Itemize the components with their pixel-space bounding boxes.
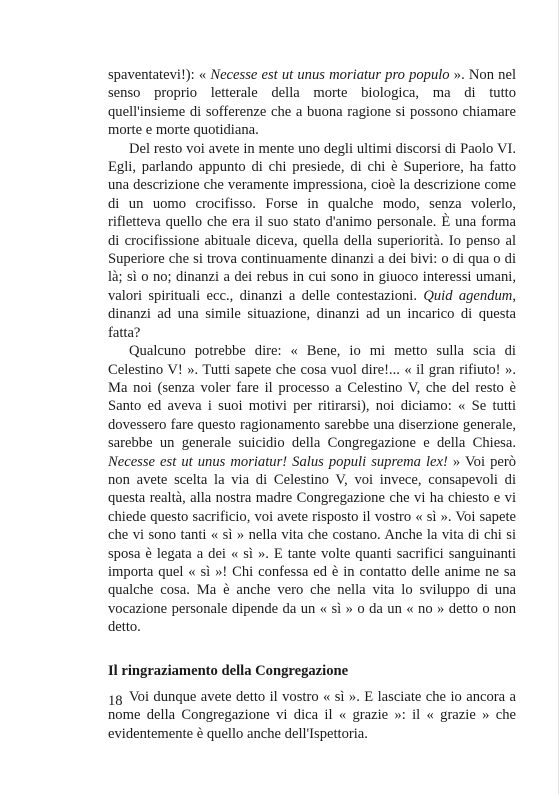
paragraph-3 (108, 342, 516, 637)
italic-latin-phrase: Necesse est ut unus moriatur pro populo (210, 67, 450, 83)
italic-latin-phrase: Necesse est ut unus moriatur! Salus populi suprema lex! (108, 453, 448, 470)
text-run: Qualcuno potrebbe dire: « Bene, io mi metto sulla scia di Celestino V! ». Tutti sapete che cosa vuol dire!... « il gran rifiuto! ». Ma noi (senza voler fare il processo a Celestino V, che del resto è Santo ed aveva i suoi motivi per ritirarsi), noi diciamo: « Se tutti dovessero fare questo ragionamento sarebbe una diserzione generale, sarebbe un generale suicidio della Congregazione e della Chiesa. (108, 343, 516, 452)
section-heading: Il ringraziamento della Congregazione (108, 662, 349, 679)
paragraph-1 (108, 66, 516, 140)
page-body (108, 66, 516, 743)
text-run: ». Non nel senso proprio letterale della morte biologica, ma di tutto quell'insieme di sofferenze che a buona ragione si possono chiamare morte e morte quotidiana. (108, 67, 516, 139)
italic-latin-phrase: Quid agendum, (423, 287, 516, 304)
text-run: » Voi però non avete scelta la via di Celestino V, voi invece, consapevoli di questa realtà, alla nostra madre Congregazione che vi ha chiesto e vi chiede questo sacrificio, voi avete risposto il vostro « sì ». Voi sapete che vi sono tanti « sì » nella vita che costano. Anche la vita di chi si sposa è legata a dei « sì ». E tante volte quanti sacrifici sanguinanti importa quel « sì »! Chi confessa ed è in contatto delle anime ne sa qualche cosa. Ma è anche vero che nella vita lo sviluppo di una vocazione personale dipende da un « sì » o da un « no » detto o non detto. (108, 453, 516, 636)
paragraph-2 (108, 140, 516, 342)
text-run: Del resto voi avete in mente uno degli ultimi discorsi di Paolo VI. Egli, parlando appunto di chi presiede, di chi è Superiore, ha fatto una descrizione che veramente impressiona, cioè la descrizione come di un uomo crocifisso. Forse in qualche modo, senza volerlo, rifletteva quello che era il suo stato d'animo personale. È una forma di crocifissione abituale diceva, quella della superiorità. Io penso al Superiore che si trova continuamente dinanzi a dei bivi: o di qua o di là; sì o no; dinanzi a dei rebus in cui sono in giuoco interessi umani, valori spirituali ecc., dinanzi a delle contestazioni. (108, 140, 516, 304)
paragraph-4 (108, 688, 516, 743)
text-run: spaventatevi!): « (108, 67, 211, 83)
page-number: 18 (108, 693, 123, 709)
text-run: dinanzi ad una simile situazione, dinanzi ad un incarico di questa fatta? (108, 306, 516, 341)
text-run: Voi dunque avete detto il vostro « sì ». E lasciate che io ancora a nome della Congregazione vi dica il « grazie »: il « grazie » che evidentemente è quello anche dell'Ispettoria. (108, 689, 516, 742)
